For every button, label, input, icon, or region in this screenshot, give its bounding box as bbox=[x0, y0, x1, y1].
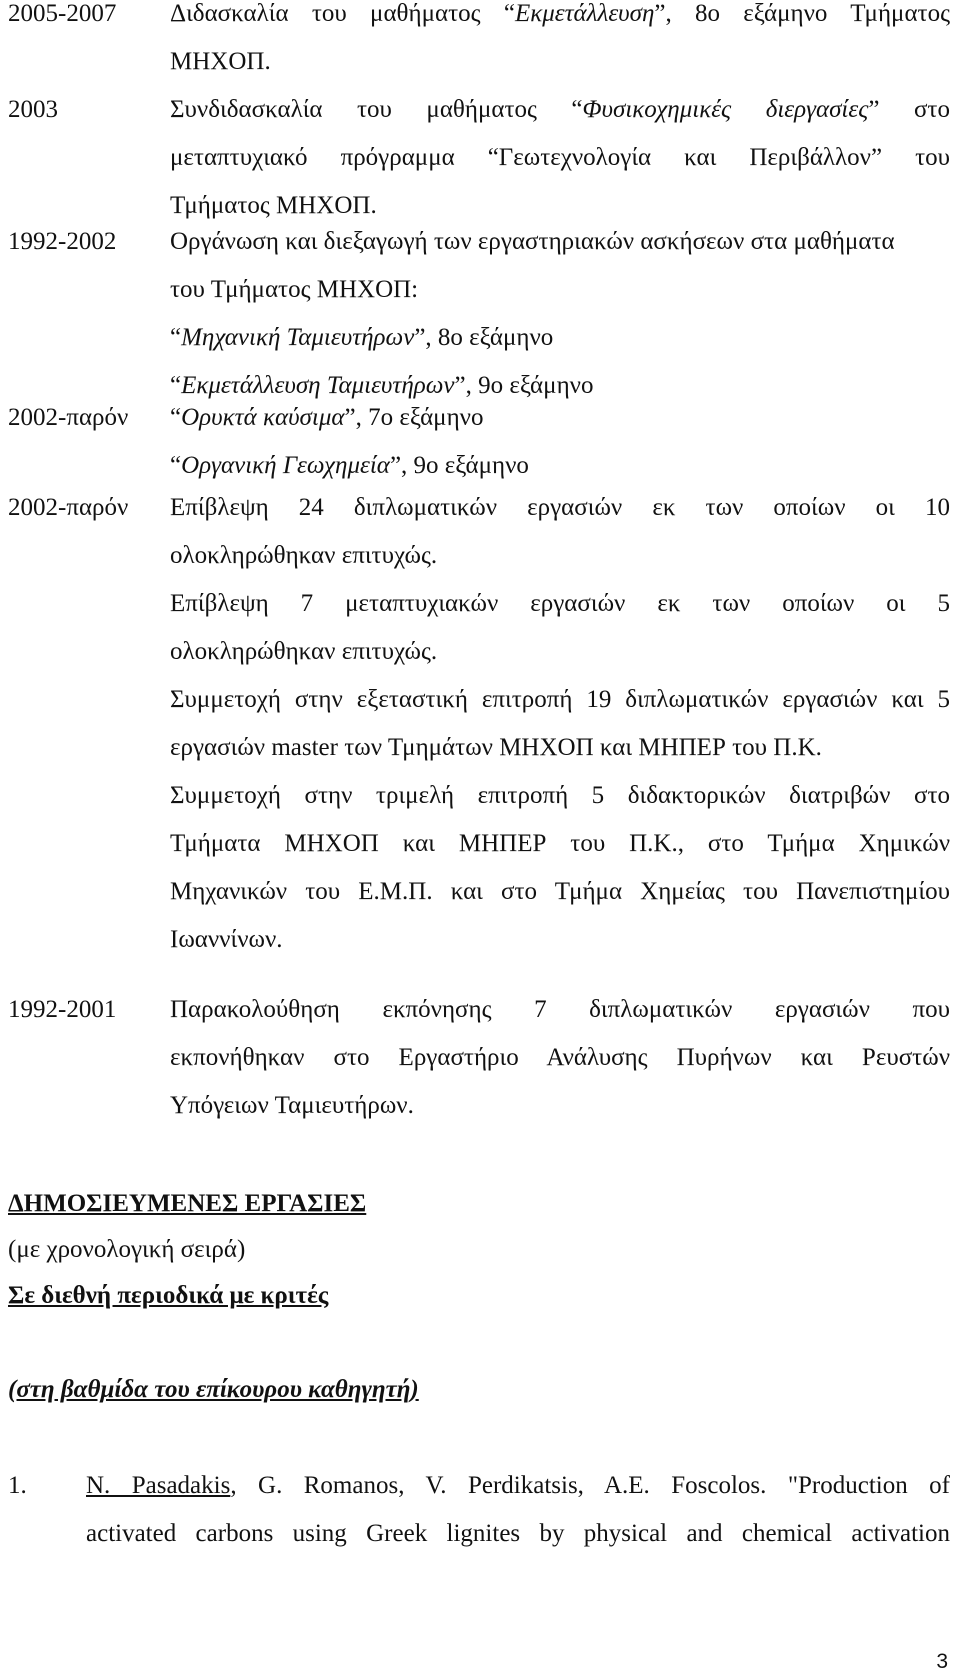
reference-item bbox=[8, 1462, 950, 1558]
reference-number: 1. bbox=[8, 1472, 27, 1499]
entry-year: 2003 bbox=[8, 96, 58, 123]
entry-line: μεταπτυχιακό πρόγραμμα “Γεωτεχνολογία και Περιβάλλον” του bbox=[170, 144, 950, 171]
entry-line: “Ορυκτά καύσιμα”, 7ο εξάμηνο bbox=[170, 404, 484, 431]
cv-entry bbox=[8, 218, 950, 410]
entry-text bbox=[170, 218, 950, 410]
page-number: 3 bbox=[936, 1650, 948, 1673]
entry-line: ολοκληρώθηκαν επιτυχώς. bbox=[170, 542, 438, 569]
entry-line: Ιωαννίνων. bbox=[170, 926, 283, 953]
cv-entry bbox=[8, 86, 950, 230]
entry-line: Συμμετοχή στην εξεταστική επιτροπή 19 διπλωματικών εργασιών και 5 bbox=[170, 686, 950, 713]
entry-line: Τμήματα ΜΗΧΟΠ και ΜΗΠΕΡ του Π.Κ., στο Τμήμα Χημικών bbox=[170, 830, 950, 857]
cv-entry bbox=[8, 484, 950, 964]
entry-text bbox=[170, 986, 950, 1130]
cv-entry bbox=[8, 986, 950, 1130]
entry-line: Διδασκαλία του μαθήματος “Εκμετάλλευση”, 8ο εξάμηνο Τμήματος bbox=[170, 0, 950, 27]
entry-line: εκπονήθηκαν στο Εργαστήριο Ανάλυσης Πυρήνων και Ρευστών bbox=[170, 1044, 950, 1071]
rank-note: (στη βαθμίδα του επίκουρου καθηγητή) bbox=[8, 1376, 419, 1403]
reference-line: N. Pasadakis, G. Romanos, V. Perdikatsis, A.E. Foscolos. "Production of bbox=[86, 1472, 950, 1499]
entry-line: ολοκληρώθηκαν επιτυχώς. bbox=[170, 638, 438, 665]
section-subtitle: (με χρονολογική σειρά) bbox=[8, 1236, 246, 1263]
entry-line: Οργάνωση και διεξαγωγή των εργαστηριακών ασκήσεων στα μαθήματα bbox=[170, 228, 895, 255]
entry-line: Επίβλεψη 7 μεταπτυχιακών εργασιών εκ των οποίων οι 5 bbox=[170, 590, 950, 617]
entry-line: Τμήματος ΜΗΧΟΠ. bbox=[170, 192, 377, 219]
reference-author: N. Pasadakis bbox=[86, 1472, 231, 1499]
entry-line: Συμμετοχή στην τριμελή επιτροπή 5 διδακτορικών διατριβών στο bbox=[170, 782, 950, 809]
entry-line: Επίβλεψη 24 διπλωματικών εργασιών εκ των οποίων οι 10 bbox=[170, 494, 950, 521]
entry-line: Υπόγειων Ταμιευτήρων. bbox=[170, 1092, 414, 1119]
entry-line: “Εκμετάλλευση Ταμιευτήρων”, 9ο εξάμηνο bbox=[170, 372, 594, 399]
entry-year: 2002-παρόν bbox=[8, 404, 129, 431]
entry-text bbox=[170, 0, 950, 86]
section-title: ΔΗΜΟΣΙΕΥΜΕΝΕΣ ΕΡΓΑΣΙΕΣ bbox=[8, 1190, 367, 1217]
entry-line: Μηχανικών του Ε.Μ.Π. και στο Τμήμα Χημείας του Πανεπιστημίου bbox=[170, 878, 950, 905]
entry-line: ΜΗΧΟΠ. bbox=[170, 48, 271, 75]
entry-year: 2005-2007 bbox=[8, 0, 117, 27]
entry-line: Παρακολούθηση εκπόνησης 7 διπλωματικών εργασιών που bbox=[170, 996, 950, 1023]
reference-text bbox=[86, 1462, 950, 1558]
entry-line: του Τμήματος ΜΗΧΟΠ: bbox=[170, 276, 419, 303]
entry-text bbox=[170, 484, 950, 964]
cv-entry bbox=[8, 394, 950, 490]
entry-text bbox=[170, 86, 950, 230]
entry-year: 1992-2002 bbox=[8, 228, 117, 255]
entry-line: “Οργανική Γεωχημεία”, 9ο εξάμηνο bbox=[170, 452, 529, 479]
entry-year: 2002-παρόν bbox=[8, 494, 129, 521]
entry-year: 1992-2001 bbox=[8, 996, 117, 1023]
entry-line: εργασιών master των Τμημάτων ΜΗΧΟΠ και ΜΗΠΕΡ του Π.Κ. bbox=[170, 734, 822, 761]
cv-entry bbox=[8, 0, 950, 86]
entry-line: “Μηχανική Ταμιευτήρων”, 8ο εξάμηνο bbox=[170, 324, 554, 351]
entry-text bbox=[170, 394, 950, 490]
reference-line: activated carbons using Greek lignites by physical and chemical activation bbox=[86, 1520, 950, 1547]
entry-line: Συνδιδασκαλία του μαθήματος “Φυσικοχημικές διεργασίες” στο bbox=[170, 96, 950, 123]
section-subheading: Σε διεθνή περιοδικά με κριτές bbox=[8, 1282, 329, 1309]
